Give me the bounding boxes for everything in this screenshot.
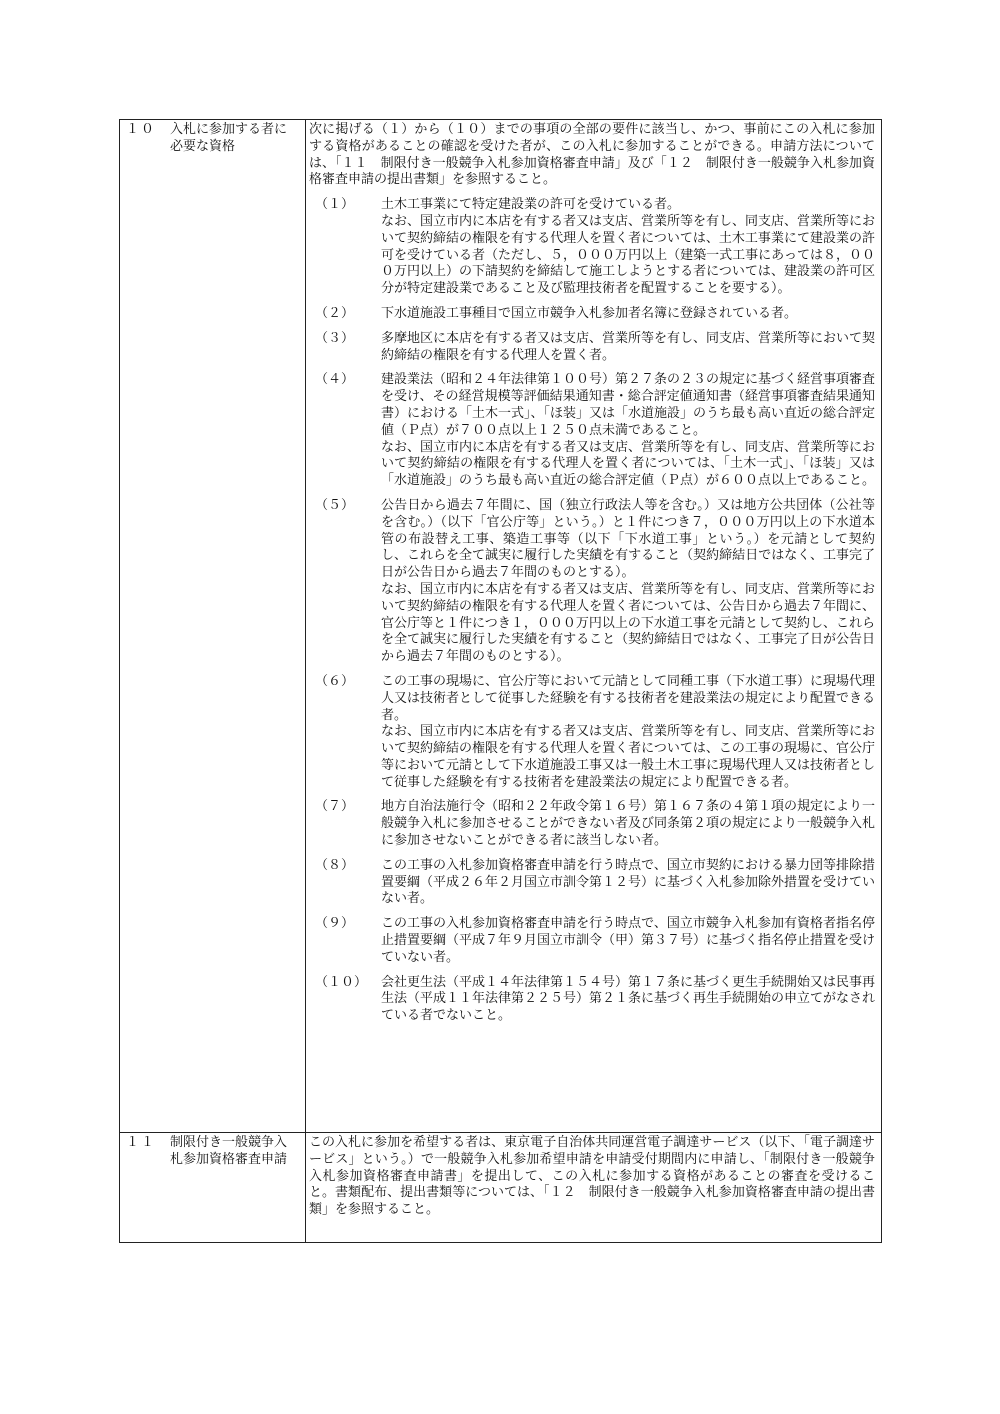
requirement-text: 土木工事業にて特定建設業の許可を受けている者。 なお、国立市内に本店を有する者又は支店、営業所等を有し、同支店、営業所等において契約締結の権限を有する代理人を置く者については、土木工事業にて建設業の許可を受けている者（ただし、５，０００万円以上（建築一式工事にあっては８，０００万円以上）の下請契約を締結して施工しようとする者については、建設業の許可区分が特定建設業であること及び監理技術者を配置することを要する）。 xyxy=(381,197,876,297)
requirement-item xyxy=(309,858,875,908)
section-title: 制限付き一般競争入 札参加資格審査申請 xyxy=(170,1135,288,1167)
section-heading-cell xyxy=(120,1133,306,1243)
requirement-item xyxy=(309,975,875,1025)
requirement-label: （８） xyxy=(315,857,355,873)
section-body-cell xyxy=(306,120,882,1133)
section-intro: 次に掲げる（１）から（１０）までの事項の全部の要件に該当し、かつ、事前にこの入札に参加する資格があることの確認を受けた者が、この入札に参加することができる。申請方法については、「１１ 制限付き一般競争入札参加資格審査申請」及び「１２ 制限付き一般競争入札参加資格審査申請の提出書類」を参照すること。 xyxy=(309,122,875,188)
requirements-table xyxy=(119,119,882,1243)
section-intro: この入札に参加を希望する者は、東京電子自治体共同運営電子調達サービス（以下、「電子調達サービス」という。）で一般競争入札参加希望申請を申請受付期間内に申請し、「制限付き一般競争入札参加資格審査申請書」を提出して、この入札に参加する資格があることの審査を受けること。書類配布、提出書類等については、「１２ 制限付き一般競争入札参加資格審査申請の提出書類」を参照すること。 xyxy=(309,1135,875,1218)
section-body-cell xyxy=(306,1133,882,1243)
requirement-label: （５） xyxy=(315,497,355,513)
section-number: １１ xyxy=(126,1135,157,1150)
requirement-text: この工事の入札参加資格審査申請を行う時点で、国立市契約における暴力団等排除措置要綱（平成２６年２月国立市訓令第１２号）に基づく入札参加除外措置を受けていない者。 xyxy=(381,857,876,907)
requirement-label: （９） xyxy=(315,916,355,932)
requirement-text: 地方自治法施行令（昭和２２年政令第１６号）第１６７条の４第１項の規定により一般競争入札に参加させることができない者及び同条第２項の規定により一般競争入札に参加させないことができる者に該当しない者。 xyxy=(381,799,876,849)
section-number: １０ xyxy=(126,122,157,137)
requirement-list xyxy=(309,197,875,1025)
section-heading-cell xyxy=(120,120,306,1133)
requirement-label: （１０） xyxy=(315,974,368,990)
requirement-label: （３） xyxy=(315,330,355,346)
requirement-text: 公告日から過去７年間に、国（独立行政法人等を含む。）又は地方公共団体（公社等を含む。）（以下「官公庁等」という。）と１件につき７，０００万円以上の下水道本管の布設替え工事、築造工事等（以下「下水道工事」という。）を元請として契約し、これらを全て誠実に履行した実績を有すること（契約締結日ではなく、工事完了日が公告日から過去７年間のものとする）。 なお、国立市内に本店を有する者又は支店、営業所等を有し、同支店、営業所等において契約締結の権限を有する代理人を置く者については、公告日から過去７年間に、官公庁等と１件につき１，０００万円以上の下水道工事を元請として契約し、これらを全て誠実に履行した実績を有すること（契約締結日ではなく、工事完了日が公告日から過去７年間のものとする）。 xyxy=(381,497,876,665)
requirement-item xyxy=(309,674,875,792)
requirement-label: （４） xyxy=(315,372,355,388)
requirement-text: 会社更生法（平成１４年法律第１５４号）第１７条に基づく更生手続開始又は民事再生法（平成１１年法律第２２５号）第２１条に基づく再生手続開始の申立てがなされている者でないこと。 xyxy=(381,974,876,1024)
requirement-text: 建設業法（昭和２４年法律第１００号）第２７条の２３の規定に基づく経営事項審査を受け、その経営規模等評価結果通知書・総合評定値通知書（経営事項審査結果通知書）における「土木一式」、「ほ装」又は「水道施設」のうち最も高い直近の総合評定値（Ｐ点）が７００点以上１２５０点未満であること。 なお、国立市内に本店を有する者又は支店、営業所等を有し、同支店、営業所等において契約締結の権限を有する代理人を置く者については、「土木一式」、「ほ装」又は「水道施設」のうち最も高い直近の総合評定値（Ｐ点）が６００点以上であること。 xyxy=(381,372,876,489)
requirement-item xyxy=(309,306,875,323)
section-row-10 xyxy=(120,120,882,1133)
requirement-label: （６） xyxy=(315,673,355,689)
requirement-label: （７） xyxy=(315,799,355,815)
requirement-text: 下水道施設工事種目で国立市競争入札参加者名簿に登録されている者。 xyxy=(381,305,798,321)
requirement-item xyxy=(309,916,875,966)
section-title: 入札に参加する者に 必要な資格 xyxy=(170,122,288,154)
requirement-text: この工事の入札参加資格審査申請を行う時点で、国立市競争入札参加有資格者指名停止措置要綱（平成７年９月国立市訓令（甲）第３７号）に基づく指名停止措置を受けていない者。 xyxy=(381,916,876,965)
requirement-item xyxy=(309,799,875,849)
requirement-label: （１） xyxy=(315,197,355,213)
requirement-text: 多摩地区に本店を有する者又は支店、営業所等を有し、同支店、営業所等において契約締結の権限を有する代理人を置く者。 xyxy=(381,330,876,363)
requirement-item xyxy=(309,372,875,490)
requirement-item xyxy=(309,197,875,298)
requirement-text: この工事の現場に、官公庁等において元請として同種工事（下水道工事）に現場代理人又は技術者として従事した経験を有する技術者を建設業法の規定により配置できる者。 なお、国立市内に本店を有する者又は支店、営業所等を有し、同支店、営業所等において契約締結の権限を有する代理人を置く者については、この工事の現場に、官公庁等において元請として下水道施設工事又は一般土木工事に現場代理人又は技術者として従事した経験を有する技術者を建設業法の規定により配置できる者。 xyxy=(381,673,876,790)
section-row-11 xyxy=(120,1133,882,1243)
requirement-label: （２） xyxy=(315,305,355,321)
requirement-item xyxy=(309,498,875,666)
requirement-item xyxy=(309,331,875,365)
